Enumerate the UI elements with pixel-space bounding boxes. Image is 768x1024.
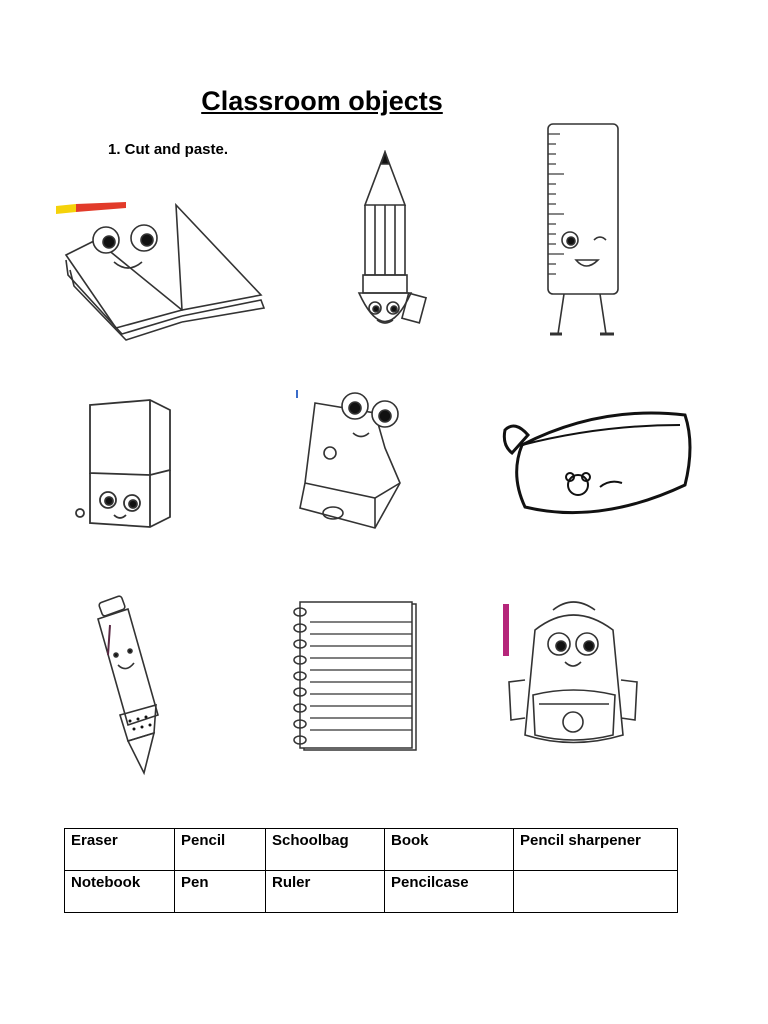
worksheet-title: Classroom objects <box>201 86 443 116</box>
word-cell: Schoolbag <box>266 829 385 871</box>
notebook-icon <box>288 600 423 755</box>
word-cell <box>514 871 678 913</box>
word-cell: Pen <box>175 871 266 913</box>
table-row <box>65 829 678 871</box>
word-cell: Pencilcase <box>385 871 514 913</box>
pen-icon <box>90 595 170 780</box>
word-cell: Eraser <box>65 829 175 871</box>
word-cell: Pencil <box>175 829 266 871</box>
word-cell: Book <box>385 829 514 871</box>
ruler-icon <box>540 122 630 342</box>
instruction-text: 1. Cut and paste. <box>108 141 229 158</box>
pencilcase-icon <box>500 405 695 520</box>
word-cell: Ruler <box>266 871 385 913</box>
eraser-icon <box>70 395 180 535</box>
word-table <box>64 828 678 913</box>
word-cell: Notebook <box>65 871 175 913</box>
pencil-icon <box>335 150 435 340</box>
word-cell: Pencil sharpener <box>514 829 678 871</box>
book-icon <box>56 200 266 345</box>
table-row <box>65 871 678 913</box>
schoolbag-icon <box>503 600 643 750</box>
sharpener-icon <box>295 388 415 533</box>
